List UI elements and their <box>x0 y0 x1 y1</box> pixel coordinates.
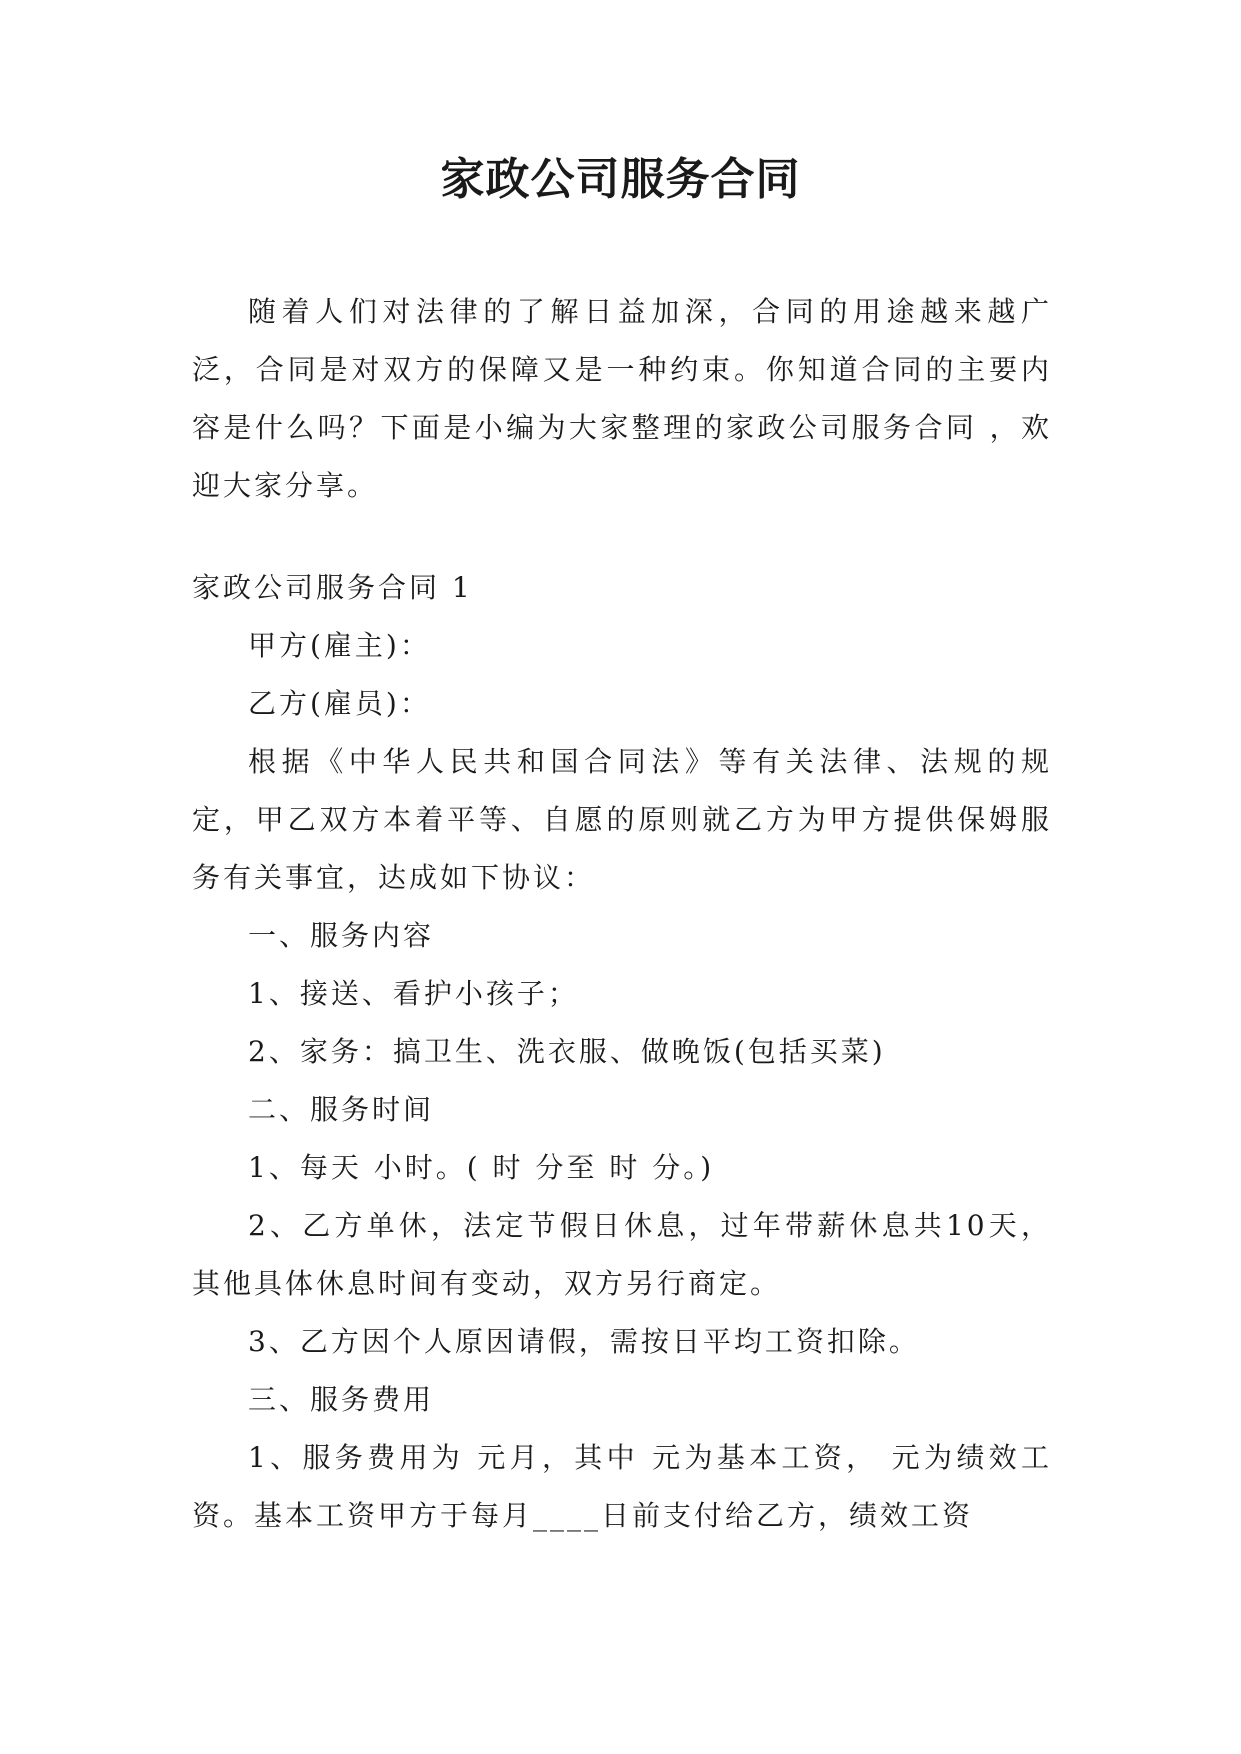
document-body <box>192 283 1052 1545</box>
clause-heading-service-content: 一、服务内容 <box>248 919 435 952</box>
section-heading: 家政公司服务合同 1 <box>192 571 473 604</box>
clause-item: 2、乙方单休，法定节假日休息，过年带薪休息共10天，其他具体休息时间有变动，双方另行商定。 <box>192 1209 1052 1300</box>
clause-item: 3、乙方因个人原因请假，需按日平均工资扣除。 <box>248 1325 920 1358</box>
party-a-line: 甲方(雇主)： <box>248 629 431 662</box>
clause-item: 1、每天 小时。( 时 分至 时 分。) <box>248 1151 715 1184</box>
clause-item: 1、接送、看护小孩子； <box>248 977 579 1010</box>
document-title: 家政公司服务合同 <box>440 154 801 205</box>
party-b-line: 乙方(雇员)： <box>248 687 431 720</box>
clause-item: 1、服务费用为 元月，其中 元为基本工资， 元为绩效工资。基本工资甲方于每月____日前支付给乙方，绩效工资 <box>192 1441 1052 1532</box>
clause-heading-service-time: 二、服务时间 <box>248 1093 435 1126</box>
preamble-paragraph: 根据《中华人民共和国合同法》等有关法律、法规的规定，甲乙双方本着平等、自愿的原则就乙方为甲方提供保姆服务有关事宜，达成如下协议： <box>192 745 1052 894</box>
paragraph-gap <box>192 515 1052 559</box>
intro-paragraph: 随着人们对法律的了解日益加深，合同的用途越来越广泛，合同是对双方的保障又是一种约束。你知道合同的主要内容是什么吗？下面是小编为大家整理的家政公司服务合同 ，欢迎大家分享。 <box>192 295 1052 502</box>
clause-item: 2、家务：搞卫生、洗衣服、做晚饭(包括买菜) <box>248 1035 886 1068</box>
clause-heading-service-fee: 三、服务费用 <box>248 1383 435 1416</box>
